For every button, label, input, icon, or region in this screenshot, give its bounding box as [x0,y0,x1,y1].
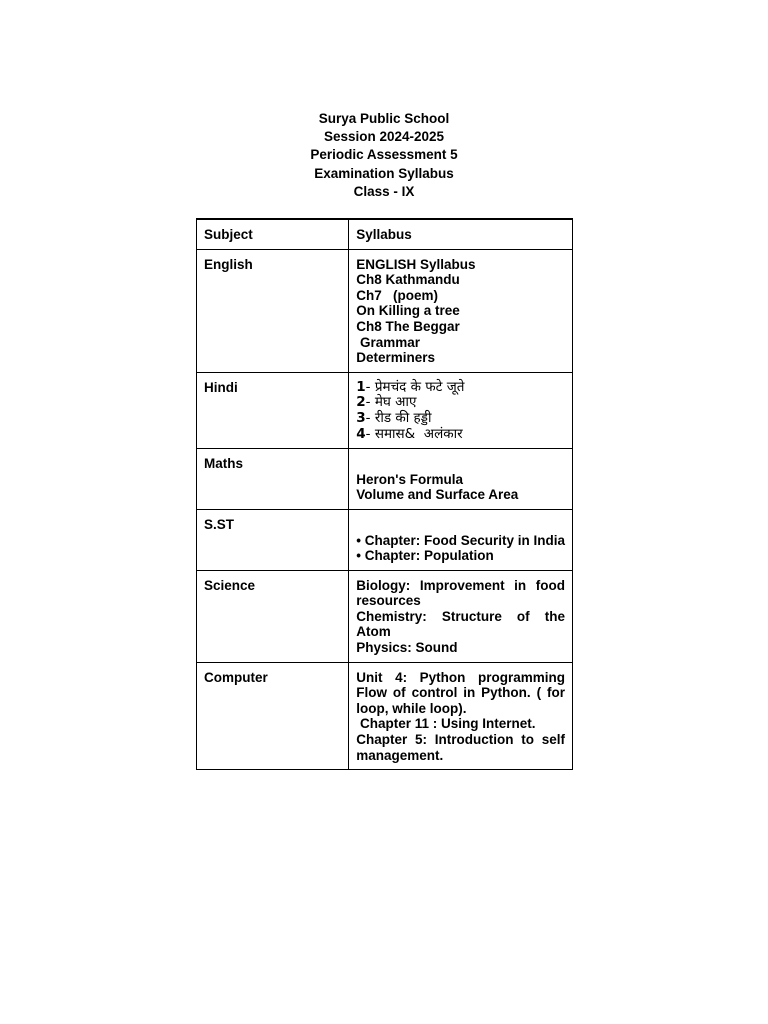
syllabus-line [356,456,565,472]
syllabus-line: Volume and Surface Area [356,487,519,503]
syllabus-line: 1- प्रेमचंद के फटे जूते [356,378,465,395]
table-row-sst [197,509,573,570]
subject-column-header: Subject [197,219,349,249]
syllabus-line: Grammar [356,334,421,350]
syllabus-line: • Chapter: Food Security in India [356,532,565,548]
syllabus-line: On Killing a tree [356,303,460,319]
syllabus-line: Heron's Formula [356,471,463,487]
item-number: 2 [356,394,366,411]
syllabus-cell [349,372,573,448]
syllabus-line: Ch8 The Beggar [356,318,460,334]
syllabus-line: Physics: Sound [356,640,458,656]
syllabus-line: Ch8 Kathmandu [356,272,460,288]
syllabus-line [356,517,565,533]
table-header-row [197,219,573,249]
syllabus-line: ENGLISH Syllabus [356,256,476,272]
item-number: 3 [356,409,366,426]
syllabus-line: 3- रीड की हड्डी [356,409,432,426]
assessment-label: Periodic Assessment 5 [310,147,458,163]
syllabus-cell [349,249,573,372]
subject-cell: Hindi [197,372,349,448]
table-row-maths [197,449,573,510]
syllabus-line: Chemistry: Structure of the Atom [356,608,565,640]
subject-cell: S.ST [197,509,349,570]
table-row-computer [197,662,573,770]
class-label: Class - IX [353,183,415,199]
table-row-english [197,249,573,372]
table-row-science [197,570,573,662]
syllabus-line: 2- मेघ आए [356,394,417,411]
session-label: Session 2024-2025 [323,129,445,145]
syllabus-line: Chapter 11 : Using Internet. [356,716,536,732]
syllabus-line: Biology: Improvement in food resources [356,577,565,609]
table-row-hindi [197,372,573,448]
syllabus-cell [349,449,573,510]
syllabus-cell [349,509,573,570]
item-number: 1 [356,378,366,395]
school-name: Surya Public School [318,111,450,126]
document-header [0,110,768,201]
syllabus-table [196,218,573,770]
document-title: Examination Syllabus [314,165,454,181]
subject-cell: Maths [197,449,349,510]
syllabus-cell [349,662,573,770]
syllabus-line: Chapter 5: Introduction to self management. [356,732,565,763]
subject-cell: Computer [197,662,349,770]
syllabus-line: • Chapter: Population [356,548,494,564]
syllabus-line: 4- समास& अलंकार [356,425,463,442]
syllabus-line: Unit 4: Python programming Flow of control in Python. ( for loop, while loop). [356,669,565,716]
syllabus-line: Ch7 (poem) [356,287,439,303]
item-number: 4 [356,425,366,442]
subject-cell: Science [197,570,349,662]
subject-cell: English [197,249,349,372]
syllabus-cell [349,570,573,662]
syllabus-column-header: Syllabus [349,219,573,249]
syllabus-line: Determiners [356,350,436,366]
